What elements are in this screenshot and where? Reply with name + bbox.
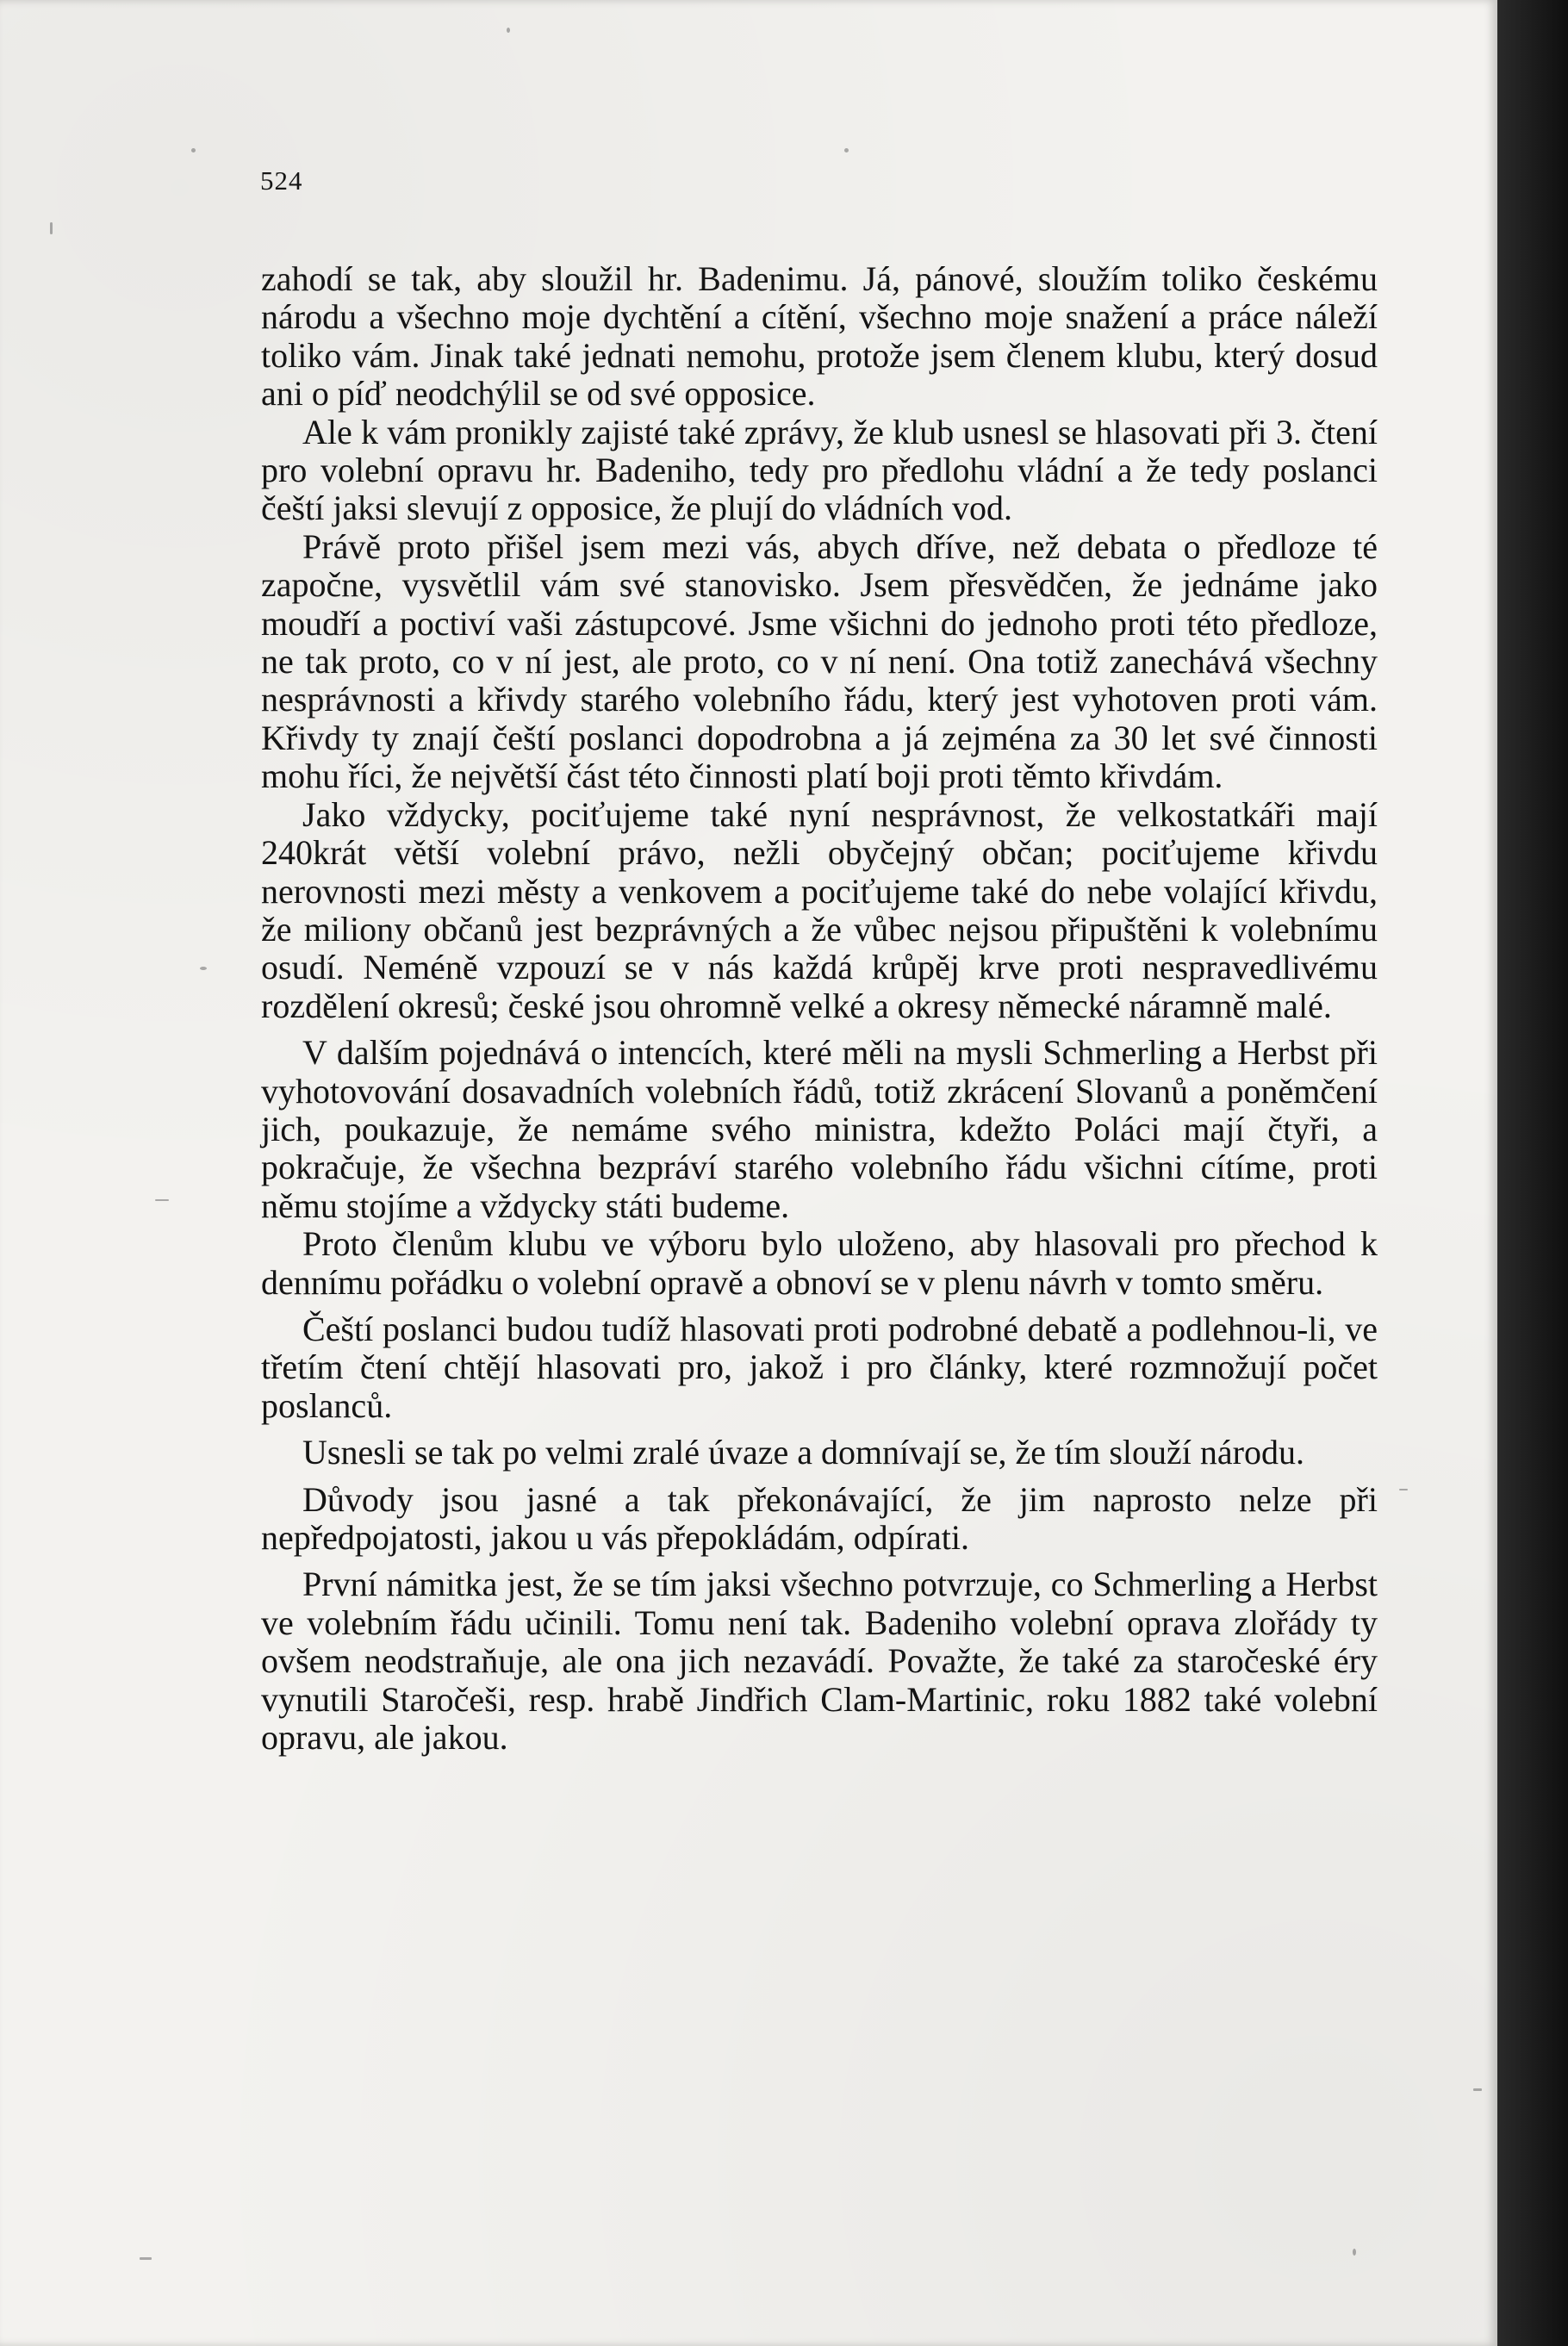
paragraph-9: Důvody jsou jasné a tak překonávající, že jim naprosto nelze při nepředpojatosti, jakou u vás přepokládám, odpírati. [261, 1479, 1378, 1557]
paragraph-5: V dalším pojednává o intencích, které měli na mysli Schmerling a Herbst při vyhotovování dosavadních volebních řádů, totiž zkrácení Slovanů a poněmčení jich, poukazuje, že nemáme svého ministra, kdežto Poláci mají čtyři, a pokračuje, že všechna bezpráví starého volebního řádu všichni cítíme, proti němu stojíme a vždycky státi budeme. [261, 1033, 1378, 1225]
scan-speck [155, 1199, 169, 1201]
paragraph-7: Čeští poslanci budou tudíž hlasovati proti podrobné debatě a podlehnou-li, ve třetím čtení chtějí hlasovati pro, jakož i pro články, které rozmnožují počet poslanců. [261, 1309, 1378, 1425]
scan-speck [200, 967, 207, 970]
paragraph-10: První námitka jest, že se tím jaksi všechno potvrzuje, co Schmerling a Herbst ve volebním řádu učinili. Tomu není tak. Badeniho volební oprava zlořády ty ovšem neodstraňuje, ale ona jich nezavádí. Považte, že také za staročeské éry vynutili Staročeši, resp. hrabě Jindřich Clam-Martinic, roku 1882 také volební opravu, ale jakou. [261, 1565, 1378, 1758]
scan-speck [140, 2257, 152, 2260]
scan-speck [844, 148, 849, 152]
scan-speck [191, 148, 196, 152]
body-text [261, 260, 1378, 1757]
scan-dark-edge [1497, 0, 1568, 2346]
paragraph-3: Právě proto přišel jsem mezi vás, abych dříve, než debata o předloze té započne, vysvětlil vám své stanovisko. Jsem přesvědčen, že jednáme jako moudří a poctiví vaši zástupcové. Jsme všichni do jednoho proti této předloze, ne tak proto, co v ní jest, ale proto, co v ní není. Ona totiž zanechává všechny nesprávnosti a křivdy starého volebního řádu, který jest vyhotoven proti vám. Křivdy ty znají čeští poslanci dopodrobna a já zejména za 30 let své činnosti mohu říci, že největší část této činnosti platí boji proti těmto křivdám. [261, 526, 1378, 796]
paragraph-6: Proto členům klubu ve výboru bylo uloženo, aby hlasovali pro přechod k dennímu pořádku o volební opravě a obnoví se v plenu návrh v tomto směru. [261, 1224, 1378, 1302]
scan-speck [507, 28, 510, 33]
scan-speck [1399, 1489, 1408, 1490]
scan-speck [1353, 2249, 1356, 2256]
paragraph-8: Usnesli se tak po velmi zralé úvaze a domnívají se, že tím slouží národu. [302, 1433, 1304, 1472]
paragraph-1: zahodí se tak, aby sloužil hr. Badenimu. Já, pánové, sloužím toliko českému národu a všechno moje dychtění a cítění, všechno moje snažení a práce náleží toliko vám. Jinak také jednati nemohu, protože jsem členem klubu, který dosud ani o píď neodchýlil se od své opposice. [261, 259, 1378, 414]
scan-speck [1473, 2088, 1482, 2091]
scan-speck [50, 222, 53, 234]
paragraph-4: Jako vždycky, pociťujeme také nyní nesprávnost, že velkostatkáři mají 240krát větší volební právo, nežli obyčejný občan; pociťujeme křivdu nerovnosti mezi městy a venkovem a pociťujeme také do nebe volající křivdu, že miliony občanů jest bezprávných a že vůbec nejsou připuštěni k volebnímu osudí. Neméně vzpouzí se v nás každá krůpěj krve proti nespravedlivému rozdělení okresů; české jsou ohromně velké a okresy německé náramně malé. [261, 794, 1378, 1025]
page-number: 524 [260, 165, 303, 196]
paragraph-2: Ale k vám pronikly zajisté také zprávy, že klub usnesl se hlasovati při 3. čtení pro volební opravu hr. Badeniho, tedy pro předlohu vládní a že tedy poslanci čeští jaksi slevují z opposice, že plují do vládních vod. [261, 412, 1378, 528]
